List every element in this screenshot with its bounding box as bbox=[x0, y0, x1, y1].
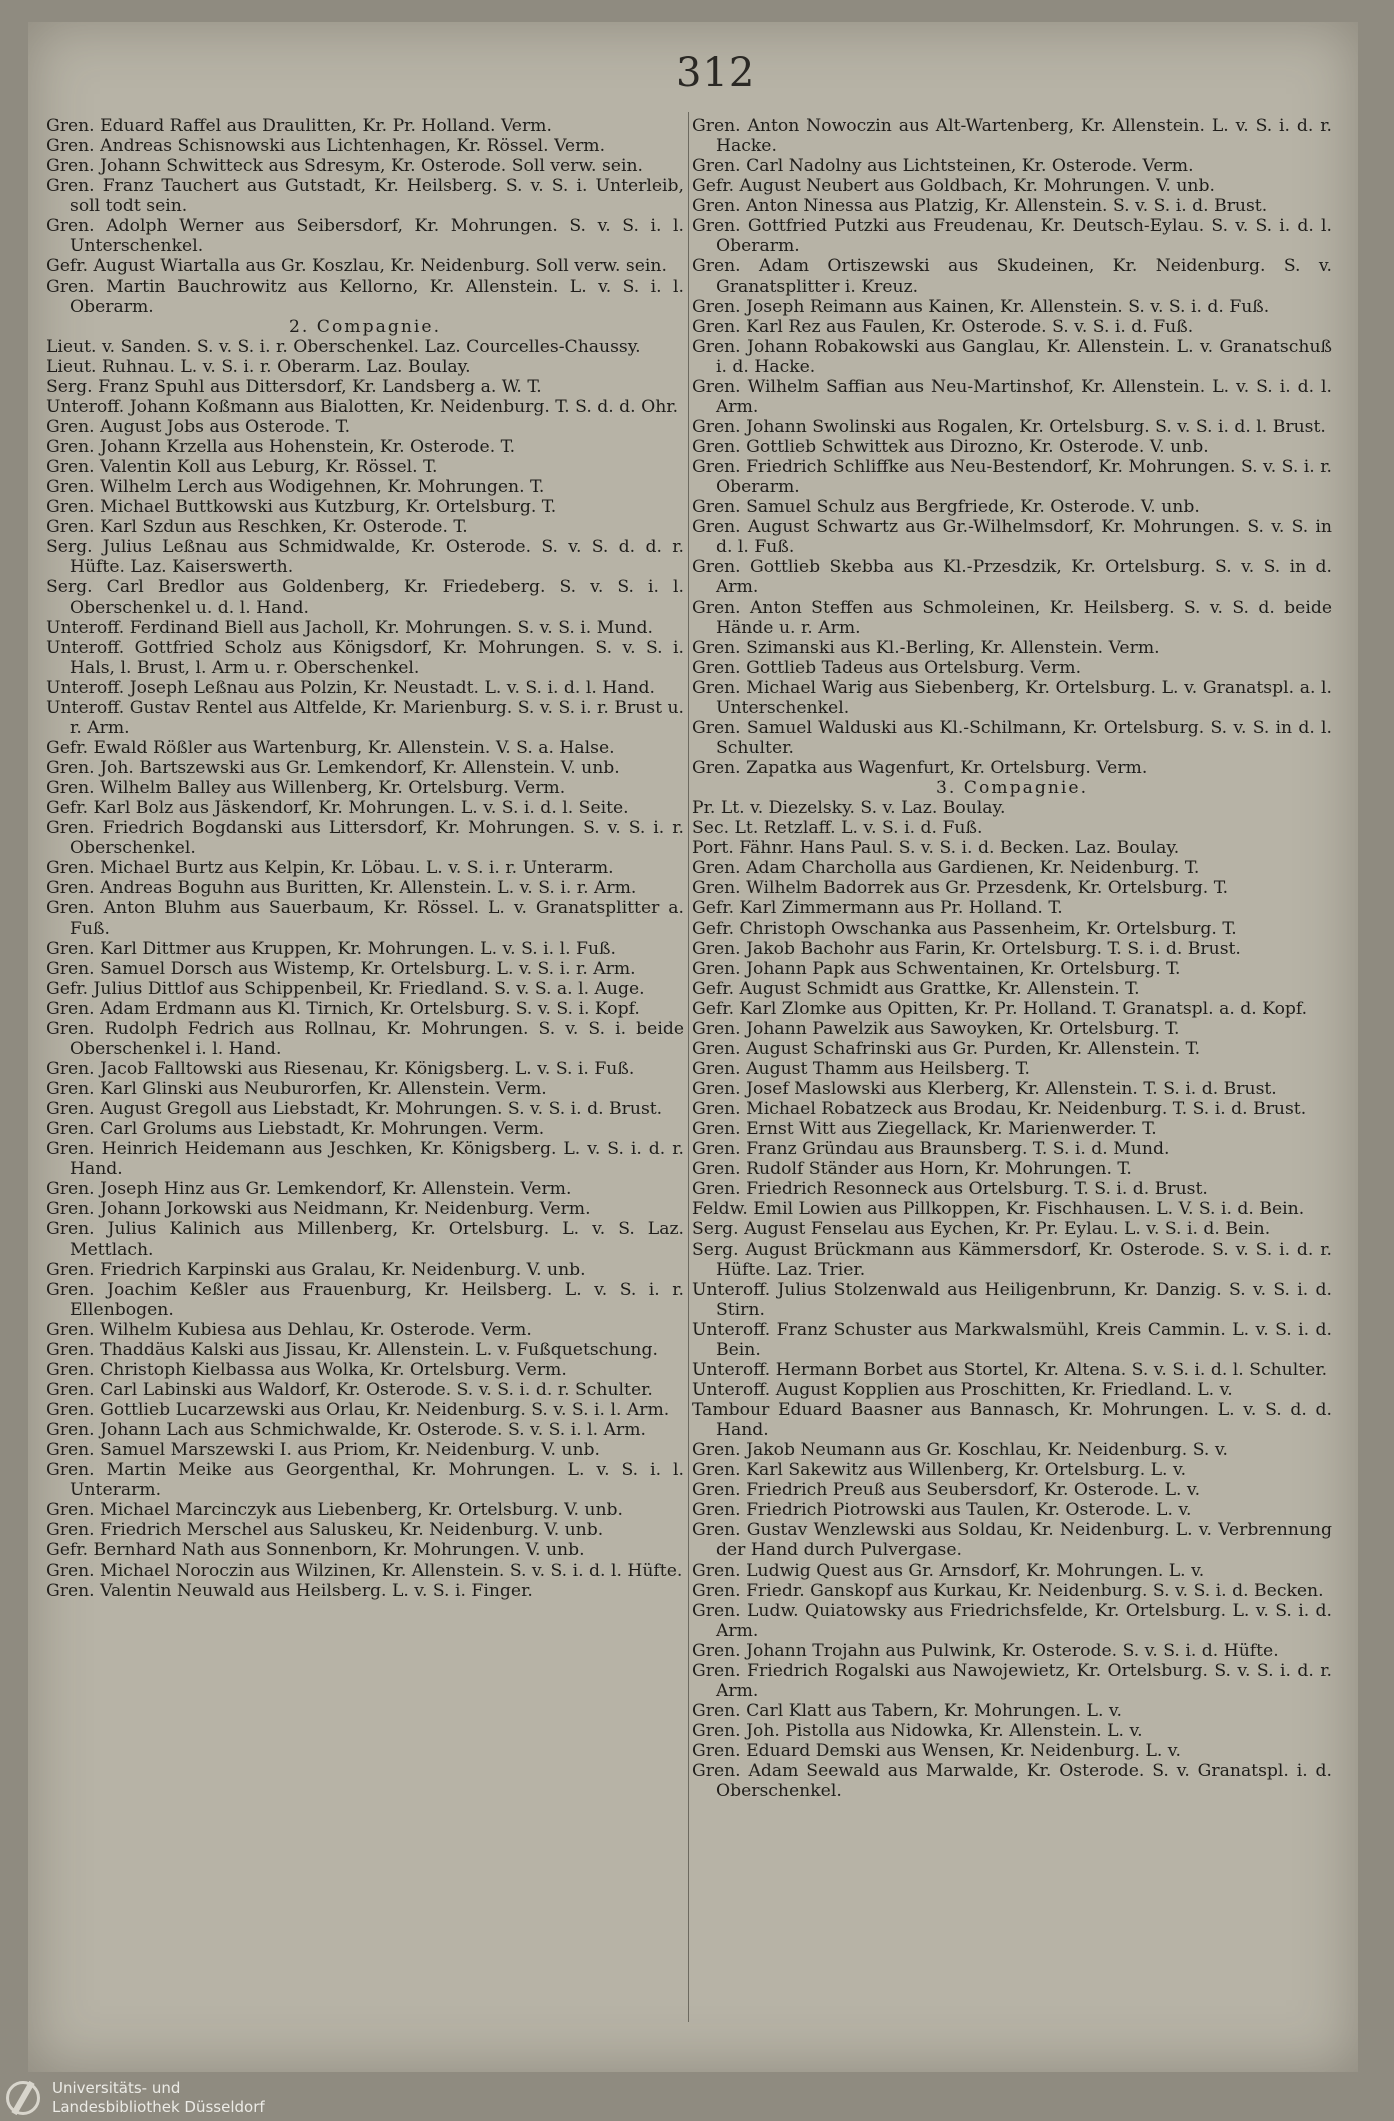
casualty-entry: Gren. Gottlieb Lucarzewski aus Orlau, Kr. Neidenburg. S. v. S. i. l. Arm. bbox=[46, 1400, 670, 1420]
document-page bbox=[28, 22, 1358, 2072]
casualty-entry: Gren. Christoph Kielbassa aus Wolka, Kr. Ortelsburg. Verm. bbox=[46, 1359, 567, 1380]
casualty-entry: Gren. Wilhelm Saffian aus Neu-Martinshof, Kr. Allenstein. L. v. S. i. d. l. Arm. bbox=[692, 376, 1332, 417]
casualty-entry: Gren. Karl Glinski aus Neuburorfen, Kr. Allenstein. Verm. bbox=[46, 1079, 547, 1099]
casualty-entry: Gren. Anton Bluhm aus Sauerbaum, Kr. Rössel. L. v. Granatsplitter a. Fuß. bbox=[46, 898, 684, 939]
casualty-entry: Gren. August Jobs aus Osterode. T. bbox=[46, 416, 351, 437]
casualty-entry: Gren. Gottlieb Skebba aus Kl.-Przesdzik, Kr. Ortelsburg. S. v. S. in d. Arm. bbox=[692, 557, 1332, 598]
casualty-entry: Gren. Michael Robatzeck aus Brodau, Kr. Neidenburg. T. S. i. d. Brust. bbox=[692, 1099, 1307, 1120]
casualty-entry: Gren. Johann Robakowski aus Ganglau, Kr. Allenstein. L. v. Granatschuß i. d. Hacke. bbox=[692, 336, 1332, 377]
library-logo-icon bbox=[6, 2081, 40, 2115]
casualty-entry: Gren. Karl Rez aus Faulen, Kr. Osterode. S. v. S. i. d. Fuß. bbox=[692, 316, 1194, 337]
casualty-entry: Gren. Joh. Pistolla aus Nidowka, Kr. Allenstein. L. v. bbox=[692, 1721, 1143, 1741]
casualty-entry: Gefr. Karl Zlomke aus Opitten, Kr. Pr. Holland. T. Granatspl. a. d. Kopf. bbox=[692, 998, 1308, 1019]
casualty-entry: Gren. Rudolph Fedrich aus Rollnau, Kr. Mohrungen. S. v. S. i. beide Oberschenkel i. l. Hand. bbox=[46, 1018, 684, 1059]
casualty-entry: Gren. Jakob Bachohr aus Farin, Kr. Ortelsburg. T. S. i. d. Brust. bbox=[692, 938, 1241, 959]
library-footer bbox=[0, 2075, 1394, 2121]
casualty-entry: Gren. Joseph Hinz aus Gr. Lemkendorf, Kr. Allenstein. Verm. bbox=[46, 1179, 572, 1200]
casualty-entry: Gren. Adam Charcholla aus Gardienen, Kr. Neidenburg. T. bbox=[692, 858, 1200, 879]
casualty-entry: Gren. Johann Pawelzik aus Sawoyken, Kr. Ortelsburg. T. bbox=[692, 1018, 1180, 1039]
casualty-entry: Gefr. Karl Bolz aus Jäskendorf, Kr. Mohrungen. L. v. S. i. d. l. Seite. bbox=[46, 798, 629, 819]
library-name bbox=[52, 2079, 265, 2117]
casualty-entry: Gren. Valentin Neuwald aus Heilsberg. L. v. S. i. Finger. bbox=[46, 1580, 533, 1601]
casualty-entry: Gren. August Thamm aus Heilsberg. T. bbox=[692, 1058, 1030, 1079]
casualty-entry: Gefr. Karl Zimmermann aus Pr. Holland. T. bbox=[692, 898, 1063, 919]
casualty-entry: Gren. Eduard Raffel aus Draulitten, Kr. Pr. Holland. Verm. bbox=[46, 116, 552, 136]
casualty-entry: Gren. Friedr. Ganskopf aus Kurkau, Kr. Neidenburg. S. v. S. i. d. Becken. bbox=[692, 1580, 1324, 1601]
casualty-entry: Unteroff. Gustav Rentel aus Altfelde, Kr. Marienburg. S. v. S. i. r. Brust u. r. Arm. bbox=[46, 697, 684, 738]
casualty-entry: Gren. Franz Gründau aus Braunsberg. T. S. i. d. Mund. bbox=[692, 1139, 1170, 1160]
casualty-entry: Gren. Friedrich Schliffke aus Neu-Bestendorf, Kr. Mohrungen. S. v. S. i. r. Oberarm. bbox=[692, 457, 1332, 498]
casualty-entry: Gren. Gottlieb Schwittek aus Dirozno, Kr. Osterode. V. unb. bbox=[692, 437, 1209, 457]
left-column bbox=[46, 116, 684, 1601]
casualty-entry: Gren. Anton Nowoczin aus Alt-Wartenberg, Kr. Allenstein. L. v. S. i. d. r. Hacke. bbox=[692, 116, 1332, 157]
casualty-entry: Gren. Karl Szdun aus Reschken, Kr. Osterode. T. bbox=[46, 517, 468, 538]
casualty-entry: Gefr. August Neubert aus Goldbach, Kr. Mohrungen. V. unb. bbox=[692, 176, 1215, 197]
casualty-entry: Unteroff. August Kopplien aus Proschitten, Kr. Friedland. L. v. bbox=[692, 1379, 1233, 1400]
casualty-entry: Gren. Carl Klatt aus Tabern, Kr. Mohrungen. L. v. bbox=[692, 1700, 1123, 1721]
casualty-entry: Gren. Zapatka aus Wagenfurt, Kr. Ortelsburg. Verm. bbox=[692, 758, 1148, 778]
casualty-entry: Gren. Carl Labinski aus Waldorf, Kr. Osterode. S. v. S. i. d. r. Schulter. bbox=[46, 1379, 653, 1400]
casualty-entry: Gren. Michael Buttkowski aus Kutzburg, Kr. Ortelsburg. T. bbox=[46, 497, 557, 518]
casualty-entry: Gren. Wilhelm Badorrek aus Gr. Przesdenk, Kr. Ortelsburg. T. bbox=[692, 878, 1229, 899]
casualty-entry: Gren. Valentin Koll aus Leburg, Kr. Rössel. T. bbox=[46, 457, 438, 478]
casualty-entry: Unteroff. Gottfried Scholz aus Königsdorf, Kr. Mohrungen. S. v. S. i. Hals, l. Brust, l. Arm u. r. Oberschenkel. bbox=[46, 637, 684, 678]
casualty-entry: Gefr. August Wiartalla aus Gr. Koszlau, Kr. Neidenburg. Soll verw. sein. bbox=[46, 256, 667, 277]
casualty-entry: Gren. Friedrich Piotrowski aus Taulen, Kr. Osterode. L. v. bbox=[692, 1500, 1192, 1521]
casualty-entry: Gren. Martin Meike aus Georgenthal, Kr. Mohrungen. L. v. S. i. l. Unterarm. bbox=[46, 1460, 684, 1501]
page-number: 312 bbox=[676, 50, 756, 96]
casualty-entry: Gren. Ernst Witt aus Ziegellack, Kr. Marienwerder. T. bbox=[692, 1119, 1157, 1140]
casualty-entry: Gren. Samuel Walduski aus Kl.-Schilmann, Kr. Ortelsburg. S. v. S. in d. l. Schulter. bbox=[692, 717, 1332, 758]
right-column bbox=[692, 116, 1332, 1801]
casualty-entry: Gren. Adam Erdmann aus Kl. Tirnich, Kr. Ortelsburg. S. v. S. i. Kopf. bbox=[46, 998, 640, 1019]
casualty-entry: Gren. Johann Papk aus Schwentainen, Kr. Ortelsburg. T. bbox=[692, 958, 1181, 979]
column-divider bbox=[688, 112, 689, 2022]
casualty-entry: Gefr. Ewald Rößler aus Wartenburg, Kr. Allenstein. V. S. a. Halse. bbox=[46, 737, 615, 758]
casualty-entry: Gren. August Schafrinski aus Gr. Purden, Kr. Allenstein. T. bbox=[692, 1038, 1201, 1059]
library-name-line1: Universitäts- und bbox=[52, 2079, 181, 2097]
casualty-entry: Gren. Heinrich Heidemann aus Jeschken, Kr. Königsberg. L. v. S. i. d. r. Hand. bbox=[46, 1139, 684, 1180]
casualty-entry: Gren. Friedrich Rogalski aus Nawojewietz, Kr. Ortelsburg. S. v. S. i. d. r. Arm. bbox=[692, 1660, 1332, 1701]
casualty-entry: Gren. Andreas Boguhn aus Buritten, Kr. Allenstein. L. v. S. i. r. Arm. bbox=[46, 878, 637, 899]
casualty-entry: Gren. Michael Warig aus Siebenberg, Kr. Ortelsburg. L. v. Granatspl. a. l. Unterschenkel. bbox=[692, 677, 1332, 718]
casualty-entry: Gren. Johann Jorkowski aus Neidmann, Kr. Neidenburg. Verm. bbox=[46, 1199, 591, 1220]
casualty-entry: Gren. Adam Seewald aus Marwalde, Kr. Osterode. S. v. Granatspl. i. d. Oberschenkel. bbox=[692, 1761, 1332, 1802]
casualty-entry: Gren. August Gregoll aus Liebstadt, Kr. Mohrungen. S. v. S. i. d. Brust. bbox=[46, 1099, 663, 1120]
casualty-entry: Sec. Lt. Retzlaff. L. v. S. i. d. Fuß. bbox=[692, 818, 983, 839]
casualty-entry: Gren. Franz Tauchert aus Gutstadt, Kr. Heilsberg. S. v. S. i. Unterleib, soll todt sein. bbox=[46, 176, 684, 217]
casualty-entry: Gefr. Julius Dittlof aus Schippenbeil, Kr. Friedland. S. v. S. a. l. Auge. bbox=[46, 978, 645, 999]
casualty-entry: Port. Fähnr. Hans Paul. S. v. S. i. d. Becken. Laz. Boulay. bbox=[692, 838, 1180, 859]
casualty-entry: Unteroff. Ferdinand Biell aus Jacholl, Kr. Mohrungen. S. v. S. i. Mund. bbox=[46, 617, 653, 638]
casualty-entry: Gren. Joseph Reimann aus Kainen, Kr. Allenstein. S. v. S. i. d. Fuß. bbox=[692, 296, 1270, 317]
casualty-entry: Serg. Julius Leßnau aus Schmidwalde, Kr. Osterode. S. v. S. d. d. r. Hüfte. Laz. Kaiserswerth. bbox=[46, 537, 684, 578]
casualty-entry: Gren. Eduard Demski aus Wensen, Kr. Neidenburg. L. v. bbox=[692, 1741, 1181, 1762]
casualty-entry: Pr. Lt. v. Diezelsky. S. v. Laz. Boulay. bbox=[692, 798, 1006, 819]
casualty-entry: Gren. Johann Swolinski aus Rogalen, Kr. Ortelsburg. S. v. S. i. d. l. Brust. bbox=[692, 416, 1326, 437]
casualty-entry: Gren. Michael Noroczin aus Wilzinen, Kr. Allenstein. S. v. S. i. d. l. Hüfte. bbox=[46, 1560, 683, 1581]
casualty-entry: Unteroff. Franz Schuster aus Markwalsmühl, Kreis Cammin. L. v. S. i. d. Bein. bbox=[692, 1319, 1332, 1360]
casualty-entry: Gren. August Schwartz aus Gr.-Wilhelmsdorf, Kr. Mohrungen. S. v. S. in d. l. Fuß. bbox=[692, 517, 1332, 558]
casualty-entry: Gefr. Christoph Owschanka aus Passenheim, Kr. Ortelsburg. T. bbox=[692, 918, 1237, 939]
casualty-entry: Gren. Johann Lach aus Schmichwalde, Kr. Osterode. S. v. S. i. l. Arm. bbox=[46, 1420, 646, 1441]
casualty-entry: Gren. Adolph Werner aus Seibersdorf, Kr. Mohrungen. S. v. S. i. l. Unterschenkel. bbox=[46, 216, 684, 257]
casualty-entry: Unteroff. Hermann Borbet aus Stortel, Kr. Altena. S. v. S. i. d. l. Schulter. bbox=[692, 1359, 1328, 1380]
company-heading: 3. Compagnie. bbox=[935, 778, 1089, 799]
casualty-entry: Gren. Friedrich Resonneck aus Ortelsburg. T. S. i. d. Brust. bbox=[692, 1179, 1208, 1200]
casualty-entry: Unteroff. Julius Stolzenwald aus Heiligenbrunn, Kr. Danzig. S. v. S. i. d. Stirn. bbox=[692, 1279, 1332, 1320]
casualty-entry: Gren. Thaddäus Kalski aus Jissau, Kr. Allenstein. L. v. Fußquetschung. bbox=[46, 1339, 658, 1360]
casualty-entry: Gren. Wilhelm Kubiesa aus Dehlau, Kr. Osterode. Verm. bbox=[46, 1319, 532, 1340]
casualty-entry: Tambour Eduard Baasner aus Bannasch, Kr. Mohrungen. L. v. S. d. d. Hand. bbox=[692, 1400, 1332, 1441]
casualty-entry: Gren. Martin Bauchrowitz aus Kellorno, Kr. Allenstein. L. v. S. i. l. Oberarm. bbox=[46, 276, 684, 317]
casualty-entry: Gren. Gottfried Putzki aus Freudenau, Kr. Deutsch-Eylau. S. v. S. i. d. l. Oberarm. bbox=[692, 216, 1332, 257]
casualty-entry: Serg. Franz Spuhl aus Dittersdorf, Kr. Landsberg a. W. T. bbox=[46, 376, 542, 397]
casualty-entry: Gren. Karl Sakewitz aus Willenberg, Kr. Ortelsburg. L. v. bbox=[692, 1460, 1187, 1481]
casualty-entry: Unteroff. Joseph Leßnau aus Polzin, Kr. Neustadt. L. v. S. i. d. l. Hand. bbox=[46, 677, 656, 698]
casualty-entry: Gren. Ludw. Quiatowsky aus Friedrichsfelde, Kr. Ortelsburg. L. v. S. i. d. Arm. bbox=[692, 1600, 1332, 1641]
casualty-entry: Gren. Andreas Schisnowski aus Lichtenhagen, Kr. Rössel. Verm. bbox=[46, 136, 606, 157]
casualty-entry: Gren. Julius Kalinich aus Millenberg, Kr. Ortelsburg. L. v. S. Laz. Mettlach. bbox=[46, 1219, 684, 1260]
casualty-entry: Gren. Michael Burtz aus Kelpin, Kr. Löbau. L. v. S. i. r. Unterarm. bbox=[46, 858, 614, 879]
casualty-entry: Serg. August Brückmann aus Kämmersdorf, Kr. Osterode. S. v. S. i. d. r. Hüfte. Laz. Trier. bbox=[692, 1239, 1332, 1280]
casualty-entry: Gren. Johann Schwitteck aus Sdresym, Kr. Osterode. Soll verw. sein. bbox=[46, 156, 644, 177]
casualty-entry: Gren. Jacob Falltowski aus Riesenau, Kr. Königsberg. L. v. S. i. Fuß. bbox=[46, 1058, 635, 1079]
casualty-entry: Feldw. Emil Lowien aus Pillkoppen, Kr. Fischhausen. L. V. S. i. d. Bein. bbox=[692, 1199, 1305, 1220]
company-heading: 2. Compagnie. bbox=[288, 316, 442, 337]
casualty-entry: Gren. Friedrich Preuß aus Seubersdorf, Kr. Osterode. L. v. bbox=[692, 1480, 1201, 1501]
casualty-entry: Gren. Josef Maslowski aus Klerberg, Kr. Allenstein. T. S. i. d. Brust. bbox=[692, 1079, 1277, 1099]
casualty-entry: Gren. Samuel Marszewski I. aus Priom, Kr. Neidenburg. V. unb. bbox=[46, 1440, 601, 1461]
casualty-entry: Gren. Ludwig Quest aus Gr. Arnsdorf, Kr. Mohrungen. L. v. bbox=[692, 1560, 1205, 1581]
casualty-entry: Gren. Carl Nadolny aus Lichtsteinen, Kr. Osterode. Verm. bbox=[692, 156, 1194, 177]
casualty-entry: Gren. Wilhelm Balley aus Willenberg, Kr. Ortelsburg. Verm. bbox=[46, 778, 566, 799]
casualty-entry: Gren. Johann Krzella aus Hohenstein, Kr. Osterode. T. bbox=[46, 437, 516, 457]
casualty-entry: Gren. Johann Trojahn aus Pulwink, Kr. Osterode. S. v. S. i. d. Hüfte. bbox=[692, 1640, 1279, 1661]
casualty-entry: Gren. Anton Steffen aus Schmoleinen, Kr. Heilsberg. S. v. S. d. beide Hände u. r. Arm. bbox=[692, 597, 1332, 638]
casualty-entry: Gren. Carl Grolums aus Liebstadt, Kr. Mohrungen. Verm. bbox=[46, 1119, 545, 1140]
casualty-entry: Gren. Anton Ninessa aus Platzig, Kr. Allenstein. S. v. S. i. d. Brust. bbox=[692, 196, 1268, 217]
casualty-entry: Gren. Joh. Bartszewski aus Gr. Lemkendorf, Kr. Allenstein. V. unb. bbox=[46, 758, 620, 778]
casualty-entry: Gren. Joachim Keßler aus Frauenburg, Kr. Heilsberg. L. v. S. i. r. Ellenbogen. bbox=[46, 1279, 684, 1320]
casualty-entry: Gren. Michael Marcinczyk aus Liebenberg, Kr. Ortelsburg. V. unb. bbox=[46, 1500, 624, 1521]
casualty-entry: Gren. Adam Ortiszewski aus Skudeinen, Kr. Neidenburg. S. v. Granatsplitter i. Kreuz. bbox=[692, 256, 1332, 297]
casualty-entry: Gren. Rudolf Ständer aus Horn, Kr. Mohrungen. T. bbox=[692, 1159, 1132, 1180]
casualty-entry: Unteroff. Johann Koßmann aus Bialotten, Kr. Neidenburg. T. S. d. d. Ohr. bbox=[46, 396, 679, 417]
casualty-entry: Lieut. Ruhnau. L. v. S. i. r. Oberarm. Laz. Boulay. bbox=[46, 356, 471, 377]
casualty-entry: Gren. Samuel Schulz aus Bergfriede, Kr. Osterode. V. unb. bbox=[692, 497, 1200, 518]
casualty-entry: Gren. Gustav Wenzlewski aus Soldau, Kr. Neidenburg. L. v. Verbrennung der Hand durch Pulvergase. bbox=[692, 1520, 1332, 1561]
casualty-entry: Gren. Friedrich Bogdanski aus Littersdorf, Kr. Mohrungen. S. v. S. i. r. Oberschenkel. bbox=[46, 818, 684, 859]
casualty-entry: Serg. August Fenselau aus Eychen, Kr. Pr. Eylau. L. v. S. i. d. Bein. bbox=[692, 1219, 1271, 1240]
casualty-entry: Gefr. August Schmidt aus Grattke, Kr. Allenstein. T. bbox=[692, 978, 1140, 999]
casualty-entry: Gren. Karl Dittmer aus Kruppen, Kr. Mohrungen. L. v. S. i. l. Fuß. bbox=[46, 938, 616, 959]
casualty-entry: Gren. Samuel Dorsch aus Wistemp, Kr. Ortelsburg. L. v. S. i. r. Arm. bbox=[46, 958, 636, 979]
casualty-entry: Gren. Friedrich Merschel aus Saluskeu, Kr. Neidenburg. V. unb. bbox=[46, 1520, 604, 1541]
casualty-entry: Gren. Gottlieb Tadeus aus Ortelsburg. Verm. bbox=[692, 657, 1082, 678]
casualty-entry: Gefr. Bernhard Nath aus Sonnenborn, Kr. Mohrungen. V. unb. bbox=[46, 1540, 585, 1561]
casualty-entry: Lieut. v. Sanden. S. v. S. i. r. Oberschenkel. Laz. Courcelles-Chaussy. bbox=[46, 336, 641, 357]
library-name-line2: Landesbibliothek Düsseldorf bbox=[52, 2098, 265, 2116]
casualty-entry: Gren. Friedrich Karpinski aus Gralau, Kr. Neidenburg. V. unb. bbox=[46, 1259, 586, 1280]
casualty-entry: Gren. Wilhelm Lerch aus Wodigehnen, Kr. Mohrungen. T. bbox=[46, 477, 545, 498]
casualty-entry: Gren. Szimanski aus Kl.-Berling, Kr. Allenstein. Verm. bbox=[692, 637, 1160, 658]
casualty-entry: Serg. Carl Bredlor aus Goldenberg, Kr. Friedeberg. S. v. S. i. l. Oberschenkel u. d. l. Hand. bbox=[46, 577, 684, 618]
casualty-entry: Gren. Jakob Neumann aus Gr. Koschlau, Kr. Neidenburg. S. v. bbox=[692, 1440, 1228, 1461]
